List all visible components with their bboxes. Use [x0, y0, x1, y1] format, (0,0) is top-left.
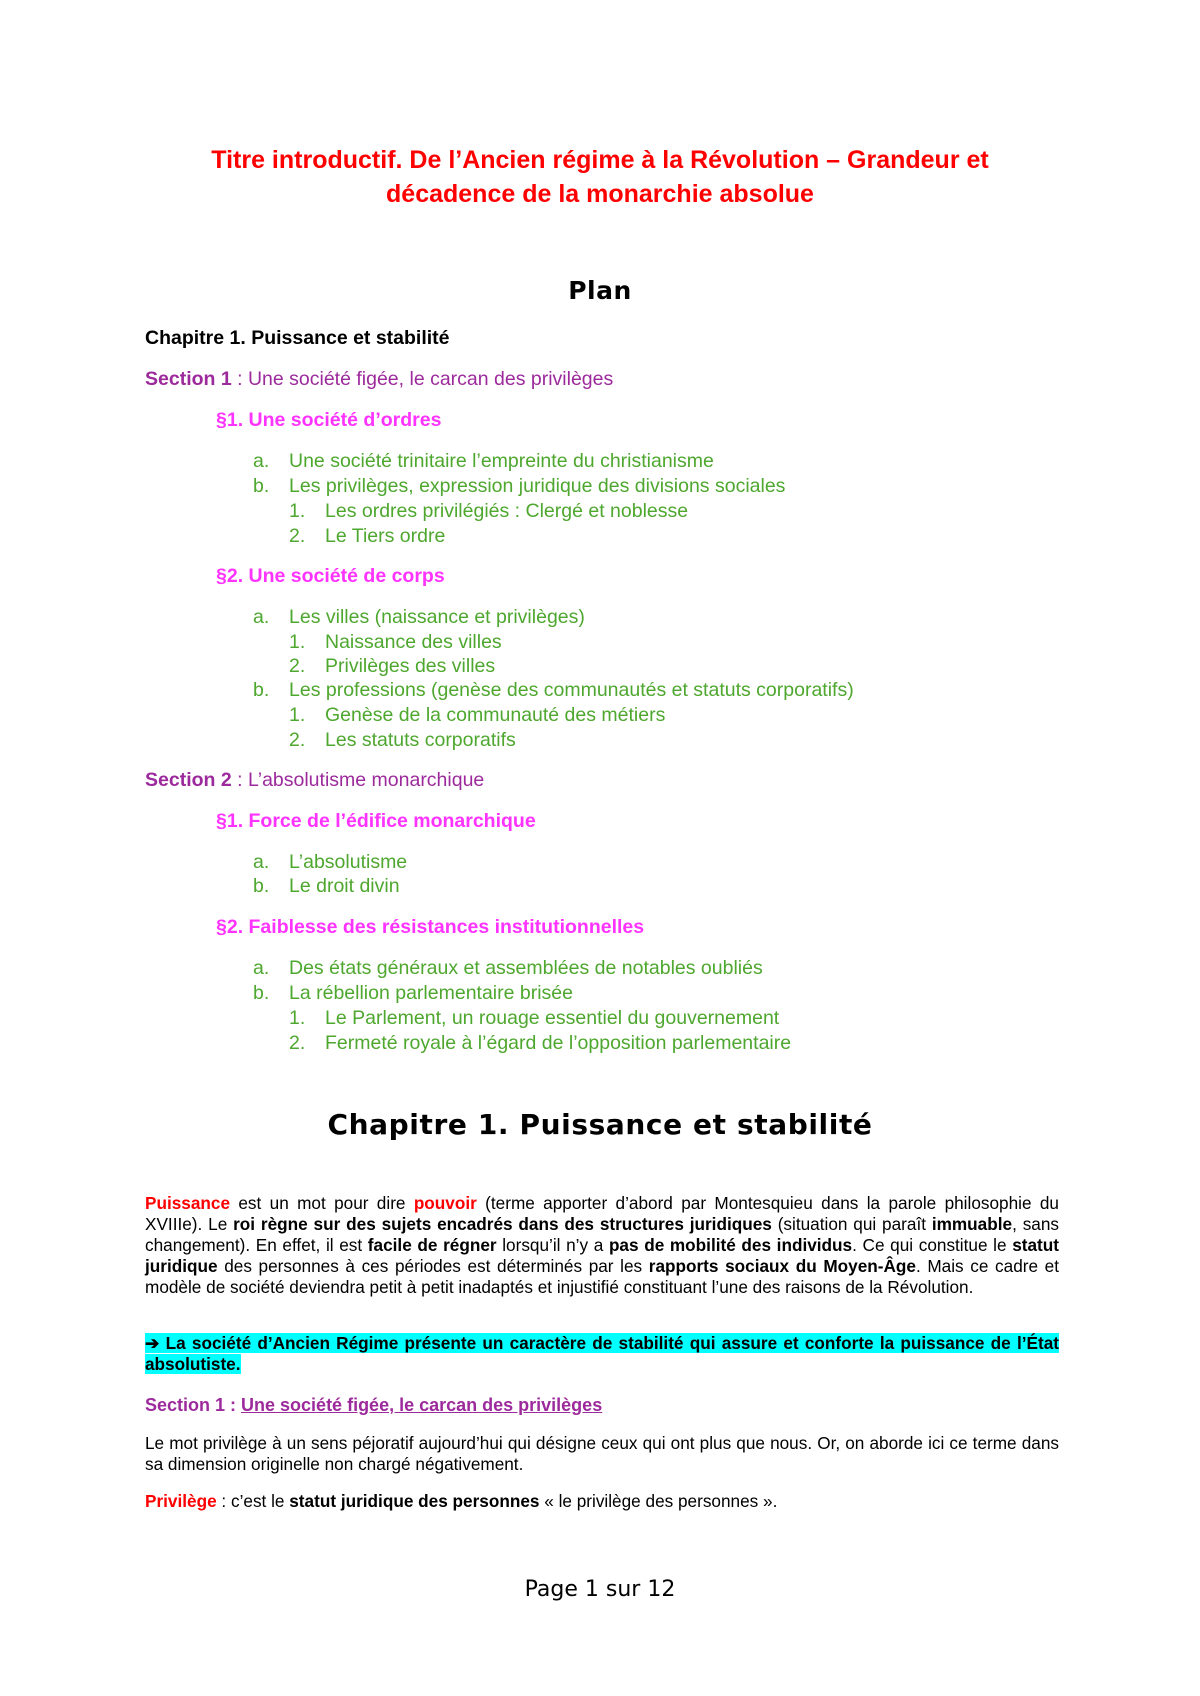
term-puissance: Puissance: [145, 1193, 231, 1213]
item-text: Une société trinitaire l’empreinte du christianisme: [289, 450, 714, 472]
section-separator: :: [231, 368, 248, 390]
plan-section-2: [145, 768, 484, 792]
list-marker: 1.: [289, 704, 306, 726]
item-text: Le droit divin: [289, 875, 400, 897]
item-text: Le Parlement, un rouage essentiel du gouvernement: [325, 1007, 780, 1029]
bold-run: statut juridique des personnes: [289, 1491, 540, 1511]
bold-run: pas de mobilité des individus: [608, 1235, 853, 1255]
plan-item: [253, 474, 785, 498]
item-text: L’absolutisme: [289, 851, 408, 873]
bold-run: statut juridique: [145, 1235, 1059, 1276]
plan-subitem: [289, 654, 495, 678]
item-text: La rébellion parlementaire brisée: [289, 982, 573, 1004]
text-run: : c’est le: [216, 1491, 290, 1511]
list-marker: b.: [253, 475, 270, 497]
item-text: Fermeté royale à l’égard de l’opposition parlementaire: [325, 1032, 792, 1054]
list-marker: 2.: [289, 729, 306, 751]
plan-s2-paragraph-2: §2. Faiblesse des résistances institutionnelles: [216, 916, 645, 938]
bold-run: immuable: [931, 1214, 1013, 1234]
section-separator: :: [231, 769, 248, 791]
list-marker: a.: [253, 851, 270, 873]
text-run: lorsqu’il n’y a: [496, 1235, 609, 1255]
item-text: Le Tiers ordre: [325, 525, 446, 547]
plan-s1-paragraph-2: §2. Une société de corps: [216, 565, 445, 587]
plan-item: [253, 850, 407, 874]
highlight-paragraph: [145, 1333, 1059, 1375]
plan-item: [253, 874, 400, 898]
document-title: Titre introductif. De l’Ancien régime à la Révolution – Grandeur et décadence de la monarchie absolue: [211, 146, 989, 208]
item-text: Genèse de la communauté des métiers: [325, 704, 666, 726]
list-marker: 2.: [289, 655, 306, 677]
list-marker: b.: [253, 875, 270, 897]
bold-run: facile de régner: [367, 1235, 497, 1255]
text-run: , sans changement). En effet, il est: [145, 1214, 1059, 1255]
section-label: Section 1: [145, 368, 232, 390]
body-section-1-heading: [145, 1395, 1059, 1416]
item-text: Naissance des villes: [325, 631, 502, 653]
list-marker: b.: [253, 982, 270, 1004]
plan-section-1: [145, 367, 613, 391]
plan-item: [253, 981, 573, 1005]
section-title: L’absolutisme monarchique: [247, 769, 485, 791]
term-privilege: Privilège: [145, 1491, 217, 1511]
plan-s2-paragraph-1: §1. Force de l’édifice monarchique: [216, 810, 536, 832]
text-run: . Mais ce cadre et modèle de société deviendra petit à petit inadaptés et injustifié constituant l’une des raisons de la Révolution.: [145, 1256, 1059, 1297]
page-number: Page 1 sur 12: [524, 1577, 676, 1602]
item-text: Les ordres privilégiés : Clergé et noblesse: [325, 500, 689, 522]
list-marker: a.: [253, 606, 270, 628]
plan-item: [253, 449, 714, 473]
text-run: est un mot pour dire: [230, 1193, 414, 1213]
text-run: « le privilège des personnes ».: [539, 1491, 778, 1511]
plan-chapter-1: Chapitre 1. Puissance et stabilité: [145, 327, 450, 349]
term-pouvoir: pouvoir: [413, 1193, 477, 1213]
privilege-paragraph: Le mot privilège à un sens péjoratif aujourd’hui qui désigne ceux qui ont plus que nous. Or, on aborde ici ce terme dans sa dimension originelle non chargé négativement.: [145, 1433, 1059, 1474]
list-marker: 1.: [289, 631, 306, 653]
section-label: Section 2: [145, 769, 232, 791]
highlighted-conclusion: ➔ La société d’Ancien Régime présente un caractère de stabilité qui assure et conforte la puissance de l’État absolutiste.: [145, 1333, 1059, 1374]
item-text: Les professions (genèse des communautés et statuts corporatifs): [289, 679, 854, 701]
plan-s1-paragraph-1: §1. Une société d’ordres: [216, 409, 442, 431]
item-text: Des états généraux et assemblées de notables oubliés: [289, 957, 763, 979]
text-run: (terme apporter d’abord par Montesquieu dans la parole philosophie du XVIIIe). Le: [145, 1193, 1059, 1234]
section-title: Une société figée, le carcan des privilèges: [247, 368, 614, 390]
plan-subitem: [289, 1031, 791, 1055]
list-marker: b.: [253, 679, 270, 701]
plan-item: [253, 956, 763, 980]
item-text: Privilèges des villes: [325, 655, 496, 677]
item-text: Les villes (naissance et privilèges): [289, 606, 585, 628]
plan-heading: Plan: [568, 276, 632, 305]
chapter-heading: Chapitre 1. Puissance et stabilité: [327, 1108, 873, 1141]
list-marker: 1.: [289, 1007, 306, 1029]
list-marker: a.: [253, 957, 270, 979]
section-title: Une société figée, le carcan des privilèges: [241, 1395, 603, 1415]
list-marker: 1.: [289, 500, 306, 522]
text-run: (situation qui paraît: [771, 1214, 932, 1234]
bold-run: rapports sociaux du Moyen-Âge: [648, 1256, 916, 1276]
bold-run: roi règne sur des sujets encadrés dans des structures juridiques: [233, 1214, 772, 1234]
list-marker: 2.: [289, 1032, 306, 1054]
list-marker: a.: [253, 450, 270, 472]
section-label: Section 1 :: [145, 1395, 242, 1415]
plan-subitem: [289, 499, 688, 523]
intro-paragraph: [145, 1193, 1059, 1298]
text-run: des personnes à ces périodes est déterminés par les: [217, 1256, 649, 1276]
text-run: . Ce qui constitue le: [852, 1235, 1013, 1255]
privilege-definition: [145, 1491, 1059, 1512]
list-marker: 2.: [289, 525, 306, 547]
plan-subitem: [289, 524, 445, 548]
item-text: Les statuts corporatifs: [325, 729, 516, 751]
plan-item: [253, 678, 854, 702]
plan-item: [253, 605, 585, 629]
plan-subitem: [289, 1006, 779, 1030]
plan-subitem: [289, 728, 516, 752]
item-text: Les privilèges, expression juridique des divisions sociales: [289, 475, 786, 497]
plan-subitem: [289, 703, 665, 727]
plan-subitem: [289, 630, 502, 654]
